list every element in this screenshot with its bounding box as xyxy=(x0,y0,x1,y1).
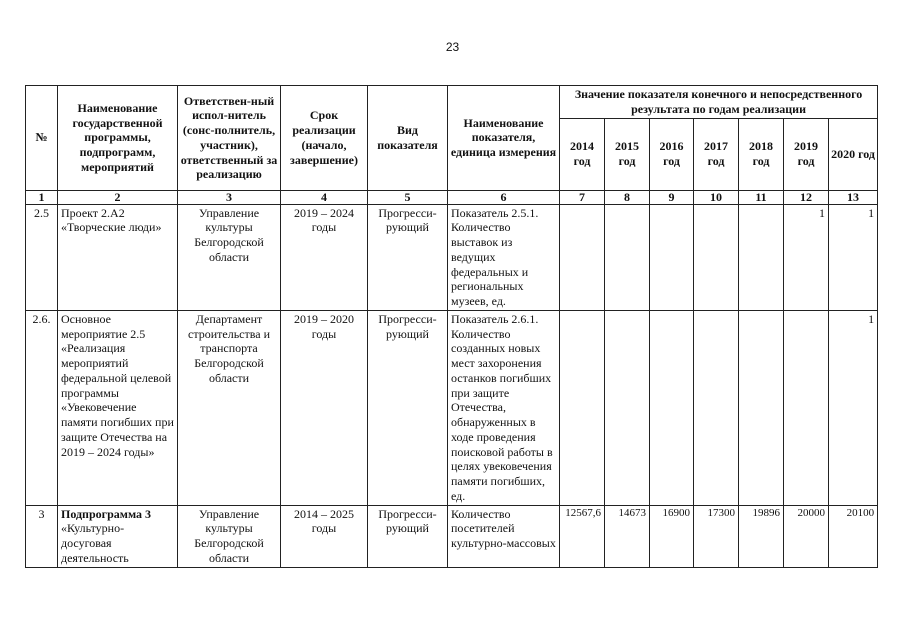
header-responsible: Ответствен-ный испол-нитель (сонс-полнитель, участник), ответственный за реализацию xyxy=(178,86,281,191)
header-year: 2014 год xyxy=(560,118,605,190)
header-year: 2020 год xyxy=(829,118,878,190)
row-value: 1 xyxy=(829,310,878,505)
row-value: 20000 xyxy=(784,505,829,567)
row-number: 2.6. xyxy=(26,310,58,505)
row-indicator-name: Показатель 2.5.1. Количество выставок из ведущих федеральных и региональных музеев, ед. xyxy=(448,204,560,310)
row-period: 2014 – 2025 годы xyxy=(281,505,368,567)
header-year: 2019 год xyxy=(784,118,829,190)
row-indicator-name: Количество посетителей культурно-массовых xyxy=(448,505,560,567)
row-value xyxy=(560,204,605,310)
header-period: Срок реализации (начало, завершение) xyxy=(281,86,368,191)
header-indicator-type: Вид показателя xyxy=(368,86,448,191)
row-value xyxy=(739,310,784,505)
column-number: 8 xyxy=(605,190,650,204)
column-number: 13 xyxy=(829,190,878,204)
column-number: 5 xyxy=(368,190,448,204)
column-number: 3 xyxy=(178,190,281,204)
header-year: 2018 год xyxy=(739,118,784,190)
page-number: 23 xyxy=(445,40,460,54)
row-name xyxy=(58,204,178,310)
row-responsible: Управление культуры Белгородской области xyxy=(178,505,281,567)
row-name-text: Проект 2.А2 «Творческие люди» xyxy=(61,205,162,235)
row-value: 1 xyxy=(829,204,878,310)
row-responsible: Управление культуры Белгородской области xyxy=(178,204,281,310)
row-value: 19896 xyxy=(739,505,784,567)
row-value xyxy=(650,204,694,310)
column-number: 7 xyxy=(560,190,605,204)
header-num: № xyxy=(26,86,58,191)
row-indicator-type: Прогресси-рующий xyxy=(368,505,448,567)
header-year: 2016 год xyxy=(650,118,694,190)
row-name-text: «Культурно-досуговая деятельность xyxy=(61,521,129,565)
header-indicator-name: Наименование показателя, единица измерения xyxy=(448,86,560,191)
column-number: 9 xyxy=(650,190,694,204)
row-value: 17300 xyxy=(694,505,739,567)
row-value xyxy=(650,310,694,505)
row-indicator-type: Прогресси-рующий xyxy=(368,204,448,310)
row-period: 2019 – 2024 годы xyxy=(281,204,368,310)
row-name-bold: Подпрограмма 3 xyxy=(61,506,152,521)
row-value: 1 xyxy=(784,204,829,310)
table-row xyxy=(26,505,878,567)
row-indicator-name: Показатель 2.6.1. Количество созданных новых мест захоронения останков погибших при защите Отечества, обнаруженных в ходе проведения поисковой работы в целях увековечения памяти погибших, ед. xyxy=(448,310,560,505)
row-value: 16900 xyxy=(650,505,694,567)
table-row xyxy=(26,310,878,505)
column-number: 2 xyxy=(58,190,178,204)
column-number: 11 xyxy=(739,190,784,204)
row-name-text: Основное мероприятие 2.5 «Реализация мероприятий федеральной целевой программы «Увековечение памяти погибших при защите Отечества на 2019 – 2024 годы» xyxy=(61,311,174,459)
row-value xyxy=(694,204,739,310)
column-number: 6 xyxy=(448,190,560,204)
row-value: 14673 xyxy=(605,505,650,567)
row-responsible: Департамент строительства и транспорта Белгородской области xyxy=(178,310,281,505)
row-indicator-type: Прогресси-рующий xyxy=(368,310,448,505)
row-value xyxy=(739,204,784,310)
row-value: 12567,6 xyxy=(560,505,605,567)
column-number: 1 xyxy=(26,190,58,204)
column-number: 4 xyxy=(281,190,368,204)
column-number: 10 xyxy=(694,190,739,204)
row-number: 3 xyxy=(26,505,58,567)
row-value xyxy=(784,310,829,505)
header-values-group: Значение показателя конечного и непосредственного результата по годам реализации xyxy=(560,86,878,119)
row-value xyxy=(605,310,650,505)
row-value xyxy=(605,204,650,310)
column-numbers-row xyxy=(26,190,878,204)
row-name xyxy=(58,310,178,505)
row-value xyxy=(560,310,605,505)
header-year: 2015 год xyxy=(605,118,650,190)
column-number: 12 xyxy=(784,190,829,204)
row-number: 2.5 xyxy=(26,204,58,310)
row-value: 20100 xyxy=(829,505,878,567)
header-year: 2017 год xyxy=(694,118,739,190)
row-name xyxy=(58,505,178,567)
table-row xyxy=(26,204,878,310)
row-value xyxy=(694,310,739,505)
header-name: Наименование государственной программы, подпрограмм, мероприятий xyxy=(58,86,178,191)
indicators-table xyxy=(25,85,878,568)
row-period: 2019 – 2020 годы xyxy=(281,310,368,505)
